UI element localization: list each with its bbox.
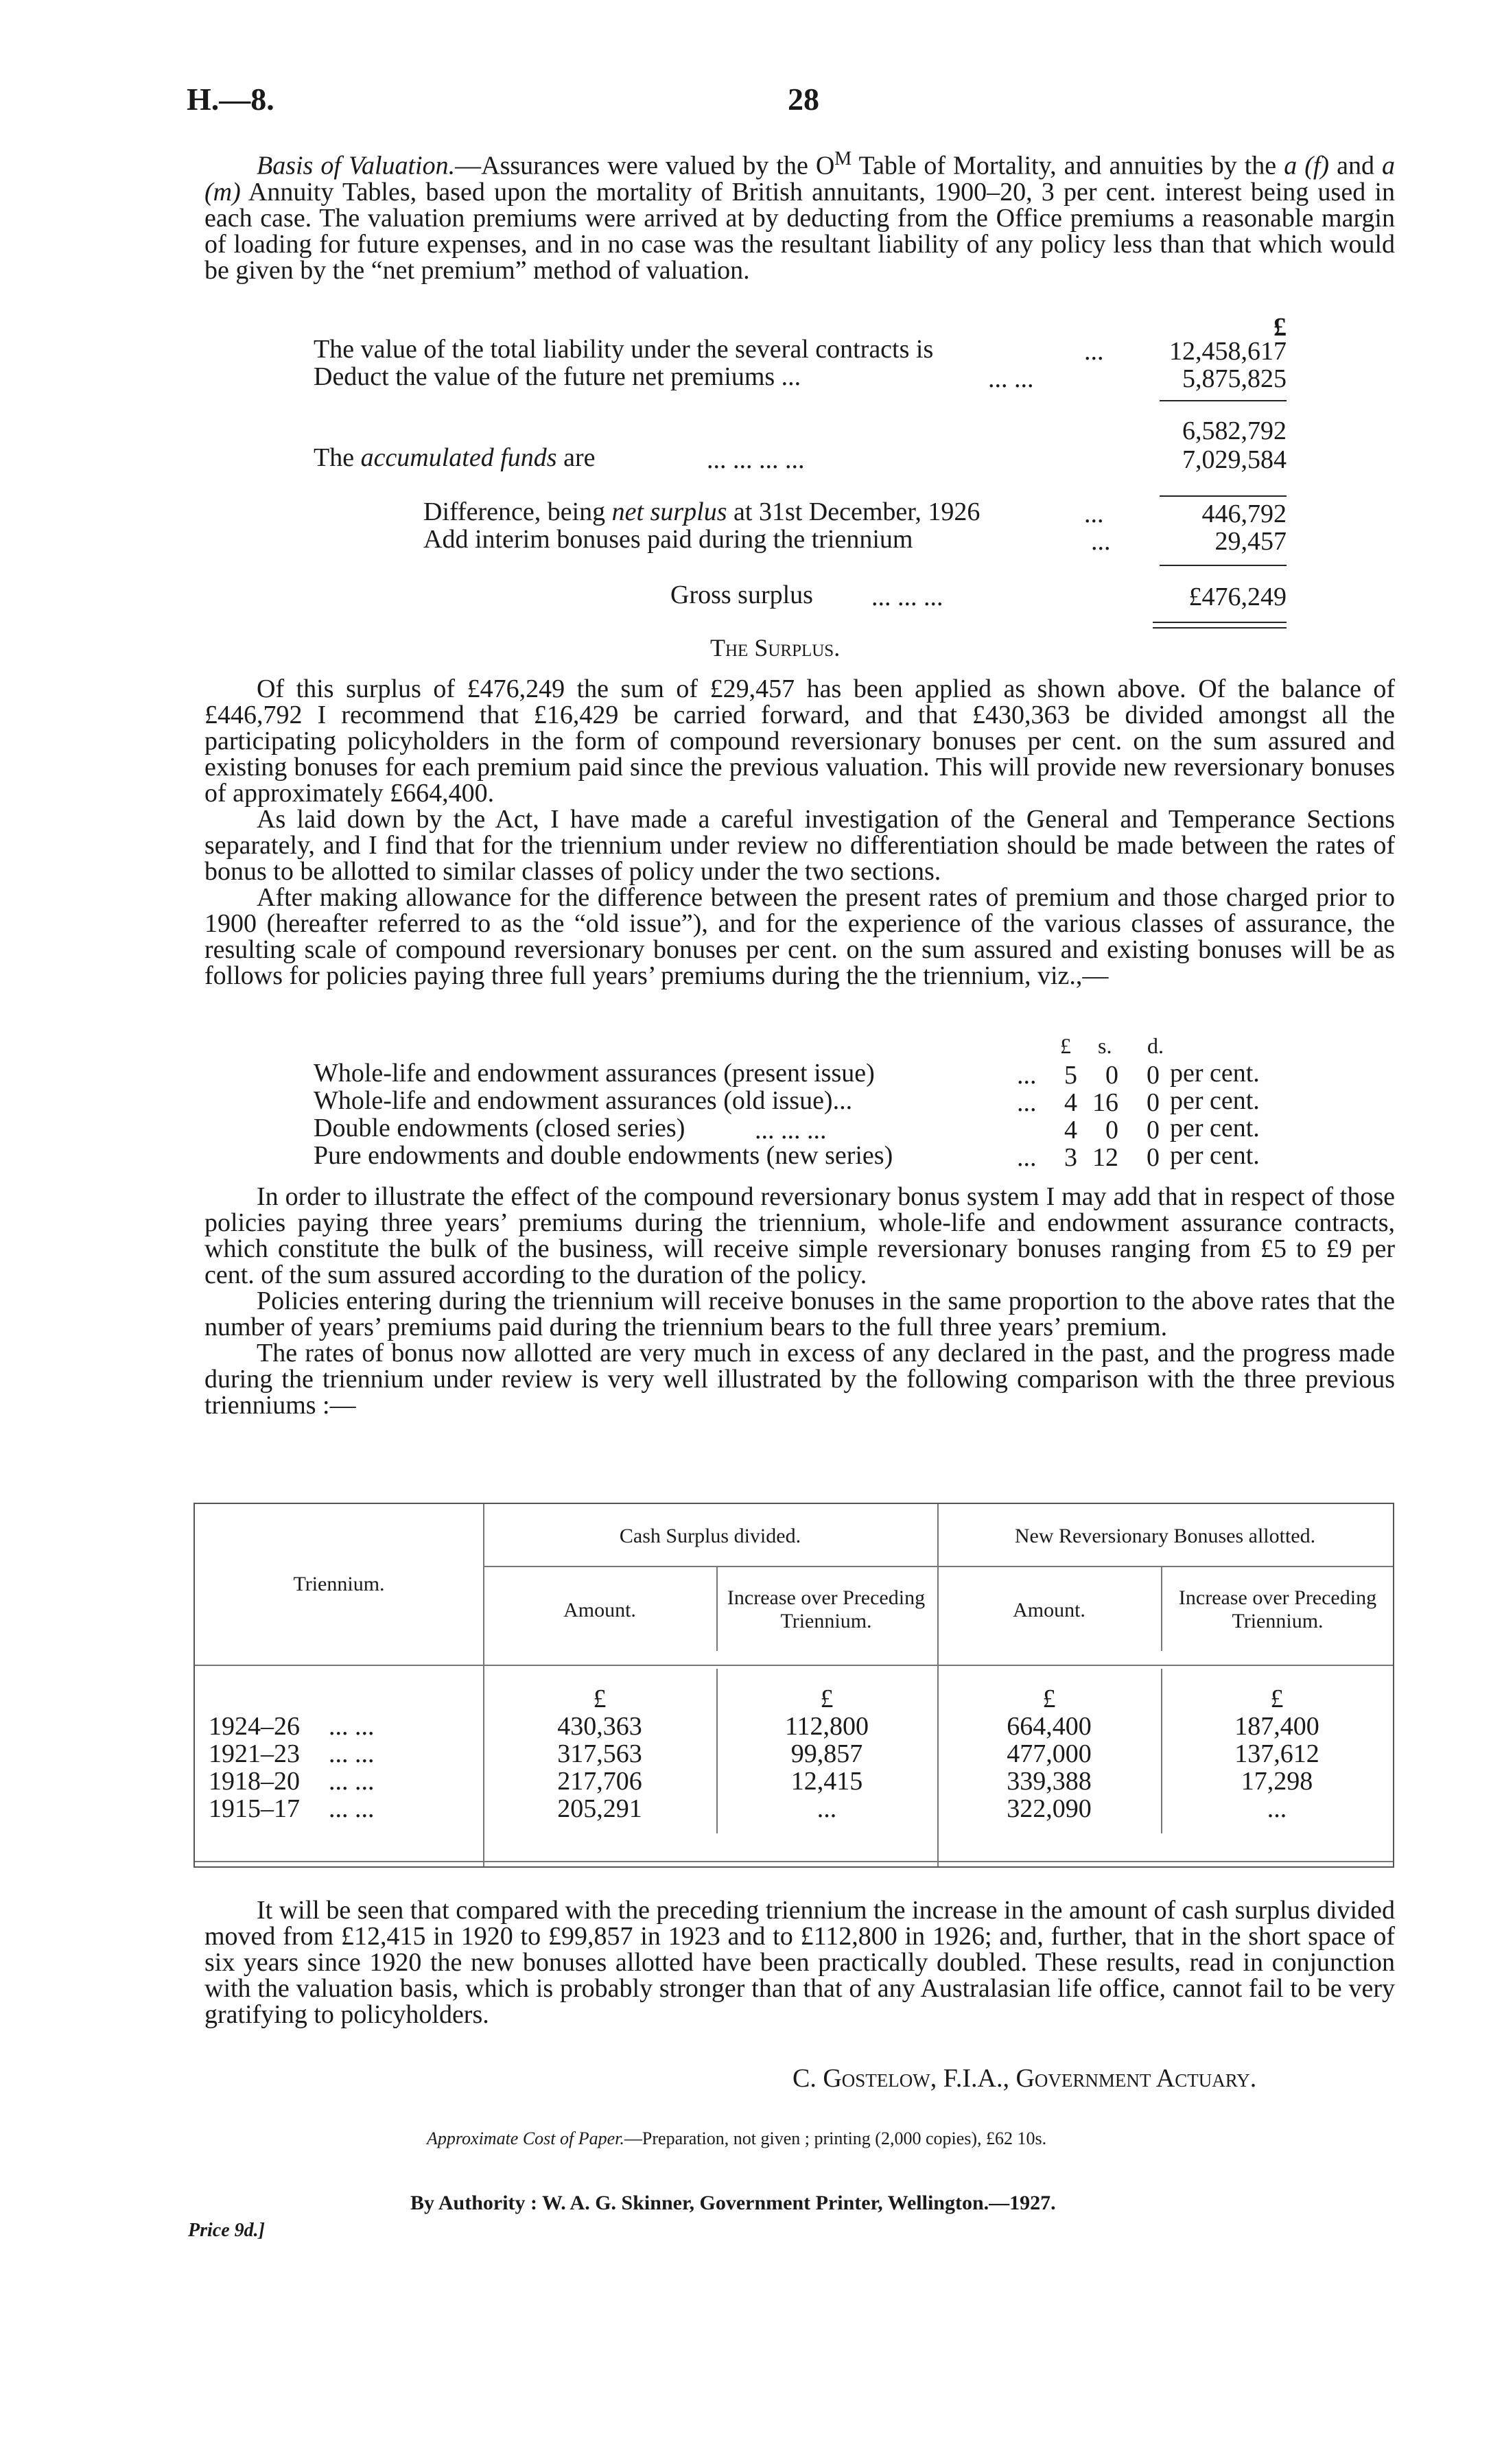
col-header-cash-amount: Amount. (563, 1599, 636, 1621)
surplus-paragraph-1: Of this surplus of £476,249 the sum of £29,457 has been applied as shown above. Of the balance of £446,792 I recommend that £16,429 be carried forward, and that £430,363 be divided amongst all the participating policyholders in the form of compound reversionary bonuses per cent. on the sum assured and existing bonuses for each premium paid since the previous valuation. This will provide new reversionary bonuses of approximately £664,400. (204, 674, 1395, 808)
sum-rule (1160, 400, 1287, 401)
bonus-rate-label: Double endowments (closed series) (314, 1114, 685, 1142)
col-header-triennium: Triennium. (293, 1573, 385, 1595)
triennium-cell: 1921–23 (209, 1739, 300, 1768)
leader-dots: ... ... (329, 1712, 375, 1741)
double-rule-top (1153, 622, 1287, 623)
label-post: at 31st December, 1926 (727, 497, 981, 526)
leader-dots: ... ... (329, 1739, 375, 1768)
currency-symbol: £ (1273, 313, 1287, 342)
col-header-cash-increase: Increase over Preceding Triennium. (727, 1586, 926, 1632)
cash-increase-cell: 12,415 (790, 1767, 863, 1796)
triennium-cell: 1915–17 (209, 1794, 300, 1823)
bonus-increase-cell: 17,298 (1241, 1767, 1313, 1796)
col-header-bonus-amount: Amount. (1013, 1599, 1085, 1621)
bonus-rate-dots: ... (1017, 1088, 1037, 1117)
bonus-rate-pounds: 3 (1064, 1143, 1077, 1172)
signature: C. Gostelow, F.I.A., Government Actuary. (793, 2064, 1257, 2093)
comparison-table (193, 1503, 1394, 1868)
bonus-amount-cell: 322,090 (1007, 1794, 1092, 1823)
cost-text: —Preparation, not given ; printing (2,000 copies), £62 10s. (624, 2128, 1047, 2148)
unit-shilling: s. (1098, 1033, 1112, 1058)
table-hrule (483, 1566, 1393, 1567)
bonus-rate-pence: 0 (1147, 1116, 1160, 1145)
valuation-value-interim: 29,457 (1214, 527, 1287, 556)
bonus-rate-pence: 0 (1147, 1061, 1160, 1090)
currency-cash-inc: £ (820, 1685, 834, 1713)
conclusion-text: It will be seen that compared with the preceding triennium the increase in the amount of cash surplus divided moved from £12,415 in 1920 to £99,857 in 1923 and to £112,800 in 1926; and, further, that in the short space of six years since 1920 the new bonuses allotted have been practically doubled. These results, read in conjunction with the valuation basis, which is probably stronger than that of any Australasian life office, cannot fail to be very gratifying to policyholders. (204, 1896, 1395, 2029)
table-superscript: M (834, 148, 852, 169)
label-pre: The (314, 443, 361, 472)
basis-paragraph (204, 146, 1395, 283)
valuation-value-net: 6,582,792 (1182, 416, 1287, 445)
valuation-dots: ... ... ... ... (707, 445, 805, 474)
unit-pound: £ (1060, 1033, 1071, 1058)
document-reference: H.—8. (187, 82, 274, 117)
bonus-amount-cell: 664,400 (1007, 1712, 1092, 1741)
valuation-value-liability: 12,458,617 (1169, 337, 1287, 366)
leader-dots: ... ... (329, 1794, 375, 1823)
illustration-paragraph-3: The rates of bonus now allotted are very much in excess of any declared in the past, and the progress made during the triennium under review is very well illustrated by the following comparison with the three previous trienniums :— (204, 1339, 1395, 1420)
bonus-rate-pounds: 5 (1064, 1061, 1077, 1090)
currency-bonus: £ (1042, 1685, 1056, 1713)
bonus-rate-suffix: per cent. (1170, 1059, 1260, 1088)
double-rule-bottom (1153, 627, 1287, 629)
bonus-rate-suffix: per cent. (1170, 1086, 1260, 1115)
bonus-increase-cell: 137,612 (1234, 1739, 1319, 1768)
bonus-rate-dots: ... (1017, 1061, 1037, 1090)
valuation-row-difference (423, 499, 980, 525)
sum-rule (1160, 495, 1287, 497)
bonus-amount-cell: 339,388 (1007, 1767, 1092, 1796)
valuation-dots: ... ... ... (871, 583, 943, 611)
surplus-paragraph-3: After making allowance for the difference between the present rates of premium and those charged prior to 1900 (hereafter referred to as the “old issue”), and for the experience of the various classes of assurance, the resulting scale of compound reversionary bonuses per cent. on the sum assured and existing bonuses will be as follows for policies paying three full years’ premiums during the the triennium, viz.,— (204, 883, 1395, 990)
illustration-paragraphs (204, 1184, 1395, 1418)
valuation-dots: ... ... (988, 364, 1034, 393)
price: Price 9d.] (188, 2220, 265, 2241)
valuation-row-interim: Add interim bonuses paid during the triennium (423, 525, 913, 554)
table-hrule (195, 1665, 1393, 1666)
table-vrule (1161, 1566, 1162, 1651)
bonus-rate-shillings: 0 (1105, 1061, 1118, 1090)
cash-amount-cell: 205,291 (557, 1794, 642, 1823)
leader-dots: ... ... (329, 1767, 375, 1796)
annuity-table-f: a (f) (1284, 151, 1330, 180)
valuation-row-premiums: Deduct the value of the future net premiums ... (314, 362, 801, 391)
basis-text: —Assurances were valued by the O (455, 151, 835, 180)
bonus-rate-suffix: per cent. (1170, 1141, 1260, 1170)
valuation-row-funds (314, 445, 595, 471)
conclusion-paragraph (204, 1897, 1395, 2028)
cash-amount-cell: 317,563 (557, 1739, 642, 1768)
bonus-rate-dots: ... ... ... (755, 1116, 827, 1145)
label-pre: Difference, being (423, 497, 612, 526)
cash-increase-cell: ... (817, 1794, 837, 1823)
label-emphasis: accumulated funds (360, 443, 557, 472)
valuation-dots: ... (1084, 337, 1104, 366)
cash-amount-cell: 217,706 (557, 1767, 642, 1796)
section-heading-surplus: The Surplus. (710, 634, 841, 661)
surplus-paragraphs (204, 676, 1395, 989)
bonus-rate-shillings: 12 (1092, 1143, 1118, 1172)
valuation-value-premiums: 5,875,825 (1182, 364, 1287, 393)
illustration-paragraph-1: In order to illustrate the effect of the compound reversionary bonus system I may add that in respect of those policies paying three years’ premiums during the triennium, whole-life and endowment assurance contracts, which constitute the bulk of the business, will receive simple reversionary bonuses ranging from £5 to £9 per cent. of the sum assured according to the duration of the policy. (204, 1182, 1395, 1289)
table-vrule (716, 1566, 718, 1651)
basis-heading: Basis of Valuation. (257, 151, 456, 180)
cost-label: Approximate Cost of Paper. (427, 2128, 624, 2148)
valuation-row-gross: Gross surplus (670, 580, 813, 609)
bonus-increase-cell: ... (1267, 1794, 1287, 1823)
sum-rule (1160, 565, 1287, 566)
bonus-rate-dots: ... (1017, 1143, 1037, 1172)
valuation-value-surplus: 446,792 (1201, 500, 1287, 528)
valuation-value-funds: 7,029,584 (1182, 445, 1287, 474)
unit-pence: d. (1147, 1033, 1164, 1058)
basis-and: and (1329, 151, 1382, 180)
group-header-bonus: New Reversionary Bonuses allotted. (1014, 1525, 1316, 1547)
bonus-rate-label: Whole-life and endowment assurances (old issue)... (314, 1086, 853, 1115)
bonus-rate-pence: 0 (1147, 1143, 1160, 1172)
currency-bonus-inc: £ (1270, 1685, 1284, 1713)
bonus-rate-pence: 0 (1147, 1088, 1160, 1117)
label-emphasis: net surplus (611, 497, 727, 526)
bonus-rate-label: Pure endowments and double endowments (new series) (314, 1141, 893, 1170)
printer-authority: By Authority : W. A. G. Skinner, Government Printer, Wellington.—1927. (410, 2192, 1056, 2214)
triennium-cell: 1924–26 (209, 1712, 300, 1741)
valuation-dots: ... (1084, 500, 1104, 528)
bonus-amount-cell: 477,000 (1007, 1739, 1092, 1768)
page-number: 28 (788, 82, 819, 117)
bonus-rate-suffix: per cent. (1170, 1114, 1260, 1142)
cash-increase-cell: 99,857 (790, 1739, 863, 1768)
surplus-paragraph-2: As laid down by the Act, I have made a careful investigation of the General and Temperance Sections separately, and I find that for the triennium under review no differentiation should be made between the rates of bonus to be allotted to similar classes of policy under the two sections. (204, 805, 1395, 886)
bonus-rate-shillings: 0 (1105, 1116, 1118, 1145)
label-post: are (556, 443, 596, 472)
bonus-increase-cell: 187,400 (1234, 1712, 1319, 1741)
table-hrule (195, 1861, 1393, 1862)
cash-amount-cell: 430,363 (557, 1712, 642, 1741)
valuation-value-gross: £476,249 (1188, 583, 1287, 611)
group-header-cash: Cash Surplus divided. (619, 1525, 801, 1547)
valuation-dots: ... (1091, 527, 1111, 556)
triennium-cell: 1918–20 (209, 1767, 300, 1796)
bonus-rate-label: Whole-life and endowment assurances (present issue) (314, 1059, 875, 1088)
cost-note (427, 2126, 1046, 2152)
col-header-bonus-increase: Increase over Preceding Triennium. (1178, 1586, 1377, 1632)
annuity-table-m: a (m) (204, 151, 1395, 207)
basis-text-3: Annuity Tables, based upon the mortality of British annuitants, 1900–20, 3 per cent. interest being used in each case. The valuation premiums were arrived at by deducting from the Office premiums a reasonable margin of loading for future expenses, and in no case was the resultant liability of any policy less than that which would be given by the “net premium” method of valuation. (204, 177, 1395, 285)
illustration-paragraph-2: Policies entering during the triennium will receive bonuses in the same proportion to the above rates that the number of years’ premiums paid during the triennium bears to the full three years’ premium. (204, 1287, 1395, 1341)
currency-cash: £ (593, 1685, 607, 1713)
bonus-rate-shillings: 16 (1092, 1088, 1118, 1117)
basis-text-2: Table of Mortality, and annuities by the (852, 151, 1284, 180)
valuation-row-liability: The value of the total liability under the several contracts is (314, 335, 934, 364)
bonus-rate-pounds: 4 (1064, 1088, 1077, 1117)
cash-increase-cell: 112,800 (784, 1712, 869, 1741)
bonus-rate-pounds: 4 (1064, 1116, 1077, 1145)
